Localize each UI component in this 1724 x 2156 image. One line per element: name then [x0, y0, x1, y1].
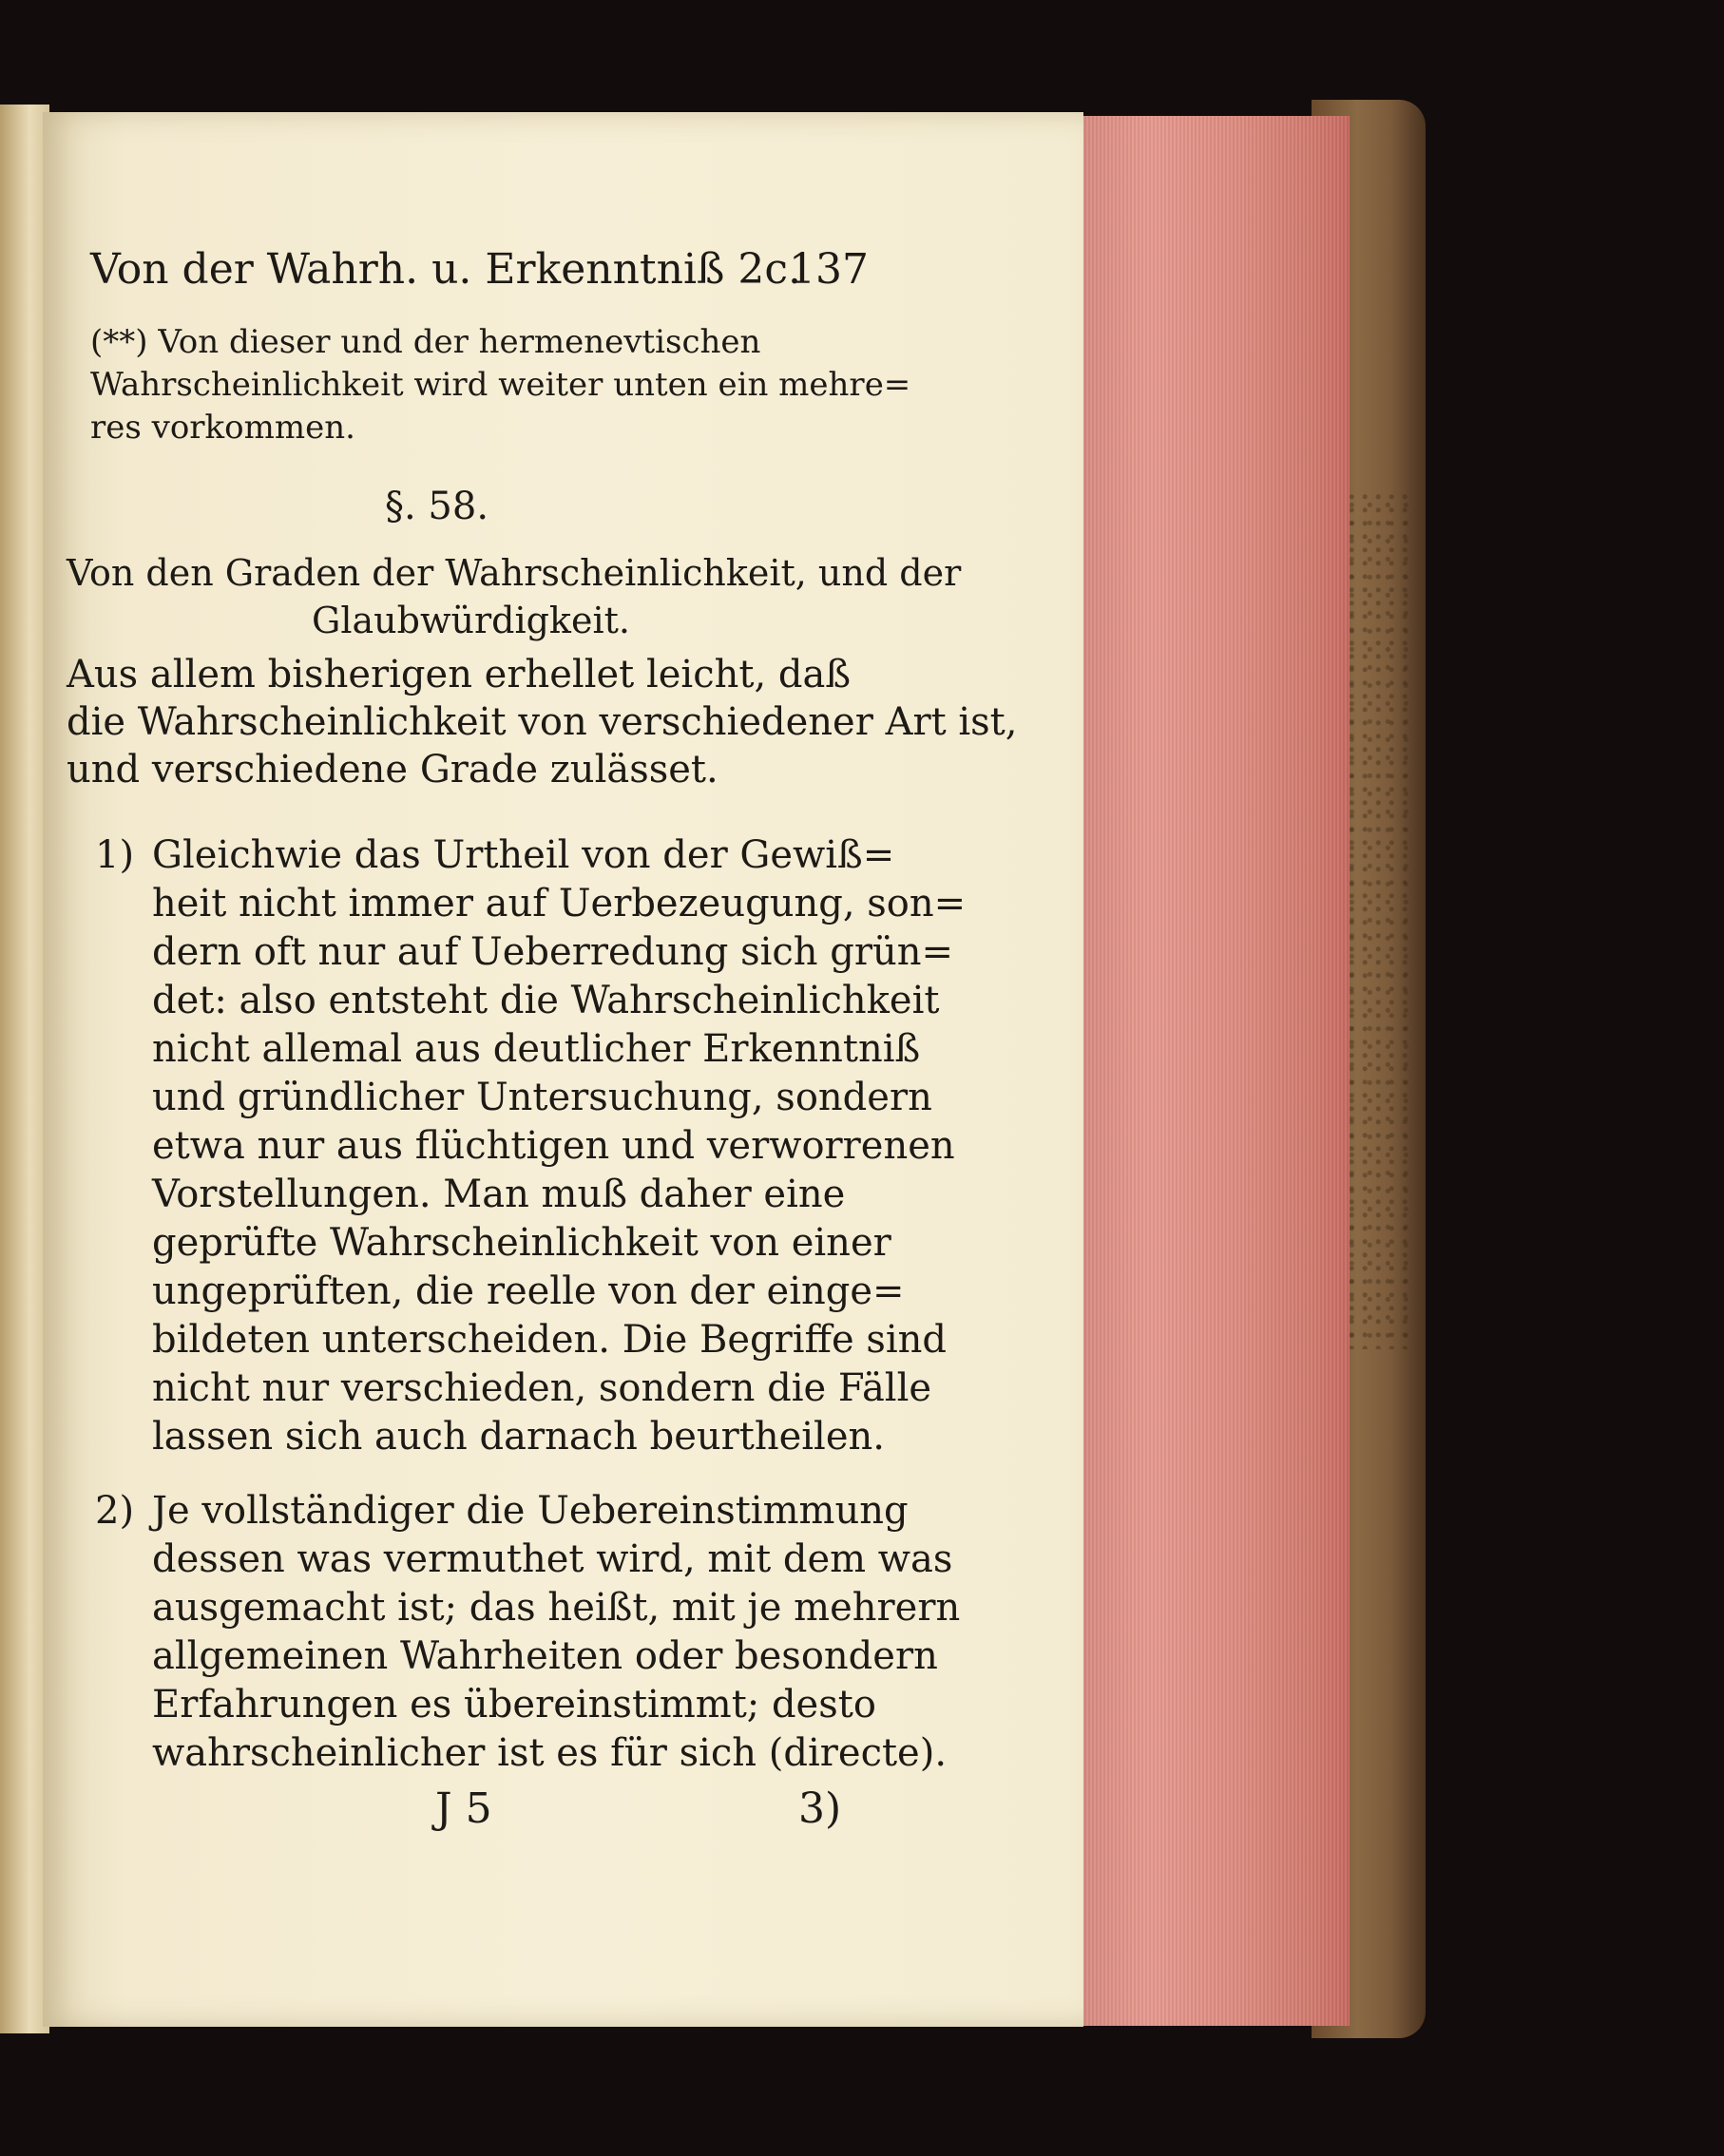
signature-mark: J 5 [435, 1784, 492, 1833]
item-number: 1) [95, 833, 135, 877]
section-number: §. 58. [385, 485, 489, 528]
item-line: det: also entsteht die Wahrscheinlichkeit [152, 979, 940, 1022]
catchword: 3) [798, 1784, 842, 1833]
item-line: Gleichwie das Urtheil von der Gewiß= [152, 833, 895, 877]
footnote-line: (**) Von dieser und der hermenevtischen [90, 323, 761, 361]
running-header [90, 245, 869, 294]
footnote [90, 321, 910, 449]
item-line: nicht nur verschieden, sondern die Fälle [152, 1366, 932, 1410]
paragraph-line: Aus allem bisherigen erhellet leicht, daß [67, 653, 852, 696]
item-line: dessen was vermuthet wird, mit dem was [152, 1537, 953, 1581]
paragraph-line: die Wahrscheinlichkeit von verschiedener Art ist, [67, 700, 1018, 744]
item-line: allgemeinen Wahrheiten oder besondern [152, 1634, 938, 1678]
item-line: nicht allemal aus deutlicher Erkenntniß [152, 1027, 921, 1071]
page-number: 137 [789, 245, 869, 294]
item-body [152, 1487, 961, 1775]
item-line: und gründlicher Untersuchung, sondern [152, 1076, 932, 1119]
item-line: dern oft nur auf Ueberredung sich grün= [152, 930, 954, 974]
item-line: heit nicht immer auf Uerbezeugung, son= [152, 882, 967, 925]
section-heading-line: Von den Graden der Wahrscheinlichkeit, und der [67, 552, 962, 594]
item-line: wahrscheinlicher ist es für sich (directe). [152, 1731, 948, 1775]
item-line: bildeten unterscheiden. Die Begriffe sind [152, 1318, 948, 1362]
paragraph-line: und verschiedene Grade zulässet. [67, 748, 718, 792]
item-body [152, 831, 967, 1459]
item-line: Erfahrungen es übereinstimmt; desto [152, 1683, 876, 1727]
section-heading [67, 549, 961, 644]
item-line: geprüfte Wahrscheinlichkeit von einer [152, 1221, 891, 1265]
footnote-line: Wahrscheinlichkeit wird weiter unten ein mehre= [90, 366, 911, 404]
footnote-line: res vorkommen. [90, 409, 355, 447]
item-line: Je vollständiger die Uebereinstimmung [152, 1489, 909, 1533]
item-line: etwa nur aus flüchtigen und verworrenen [152, 1124, 955, 1168]
red-page-edges [1079, 116, 1350, 2026]
item-number: 2) [95, 1489, 135, 1533]
intro-paragraph [67, 651, 1017, 793]
item-line: Vorstellungen. Man muß daher eine [152, 1173, 846, 1216]
item-line: ungeprüften, die reelle von der einge= [152, 1269, 905, 1313]
item-line: lassen sich auch darnach beurtheilen. [152, 1415, 885, 1459]
section-heading-line: Glaubwürdigkeit. [312, 600, 630, 641]
item-line: ausgemacht ist; das heißt, mit je mehrern [152, 1586, 961, 1630]
running-title: Von der Wahrh. u. Erkenntniß 2c. [90, 245, 802, 294]
